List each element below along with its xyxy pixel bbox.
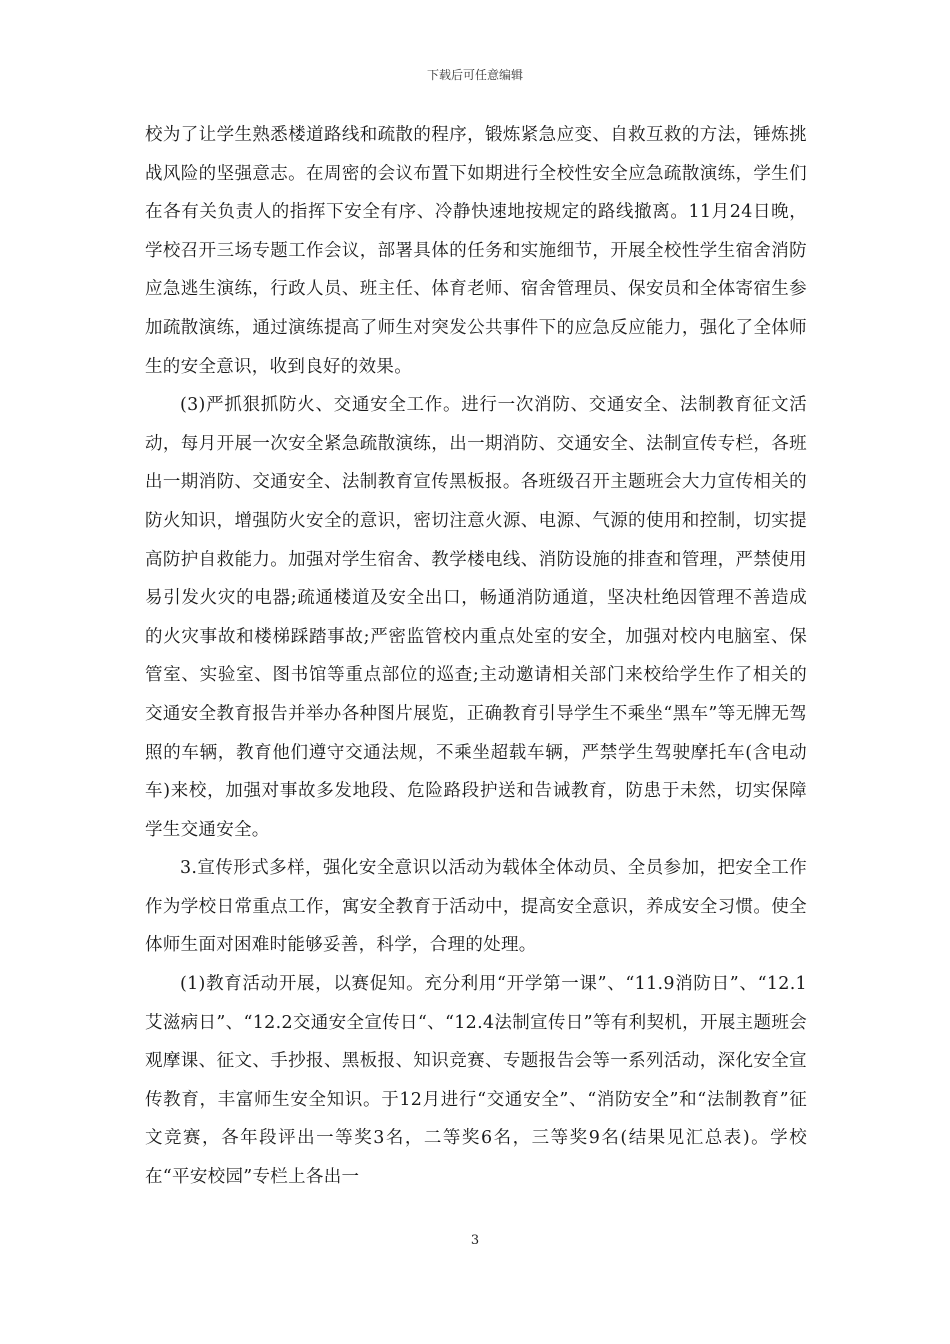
paragraph-2: (3)严抓狠抓防火、交通安全工作。进行一次消防、交通安全、法制教育征文活动，每月开展一次安全紧急疏散演练，出一期消防、交通安全、法制宣传专栏，各班出一期消防、交通安全、法制教育宣传黑板报。各班级召开主题班会大力宣传相关的防火知识，增强防火安全的意识，密切注意火源、电源、气源的使用和控制，切实提高防护自救能力。加强对学生宿舍、教学楼电线、消防设施的排查和管理，严禁使用易引发火灾的电器;疏通楼道及安全出口，畅通消防通道，坚决杜绝因管理不善造成的火灾事故和楼梯踩踏事故;严密监管校内重点处室的安全，加强对校内电脑室、保管室、实验室、图书馆等重点部位的巡查;主动邀请相关部门来校给学生作了相关的交通安全教育报告并举办各种图片展览，正确教育引导学生不乘坐“黑车”等无牌无驾照的车辆，教育他们遵守交通法规，不乘坐超载车辆，严禁学生驾驶摩托车(含电动车)来校，加强对事故多发地段、危险路段护送和告诫教育，防患于未然，切实保障学生交通安全。 — [145, 395, 807, 840]
paragraph-3: 3.宣传形式多样，强化安全意识以活动为载体全体动员、全员参加，把安全工作作为学校日常重点工作，寓安全教育于活动中，提高安全意识，养成安全习惯。使全体师生面对困难时能够妥善，科学，合理的处理。 — [145, 858, 807, 956]
paragraph-1: 校为了让学生熟悉楼道路线和疏散的程序，锻炼紧急应变、自救互救的方法，锤炼挑战风险的坚强意志。在周密的会议布置下如期进行全校性安全应急疏散演练，学生们在各有关负责人的指挥下安全有序、冷静快速地按规定的路线撤离。11月24日晚，学校召开三场专题工作会议，部署具体的任务和实施细节，开展全校性学生宿舍消防应急逃生演练，行政人员、班主任、体育老师、宿舍管理员、保安员和全体寄宿生参加疏散演练，通过演练提高了师生对突发公共事件下的应急反应能力，强化了全体师生的安全意识，收到良好的效果。 — [145, 125, 807, 377]
paragraph-4: (1)教育活动开展，以赛促知。充分利用“开学第一课”、“11.9消防日”、“12.1艾滋病日”、“12.2交通安全宣传日“、“12.4法制宣传日”等有利契机，开展主题班会观摩课、征文、手抄报、黑板报、知识竞赛、专题报告会等一系列活动，深化安全宣传教育，丰富师生安全知识。于12月进行“交通安全”、“消防安全”和“法制教育”征文竞赛，各年段评出一等奖3名，二等奖6名，三等奖9名(结果见汇总表)。学校在“平安校园”专栏上各出一 — [145, 974, 807, 1188]
page-header: 下载后可任意编辑 — [426, 68, 523, 82]
document-body — [145, 116, 807, 1197]
page-number: 3 — [470, 1233, 480, 1248]
